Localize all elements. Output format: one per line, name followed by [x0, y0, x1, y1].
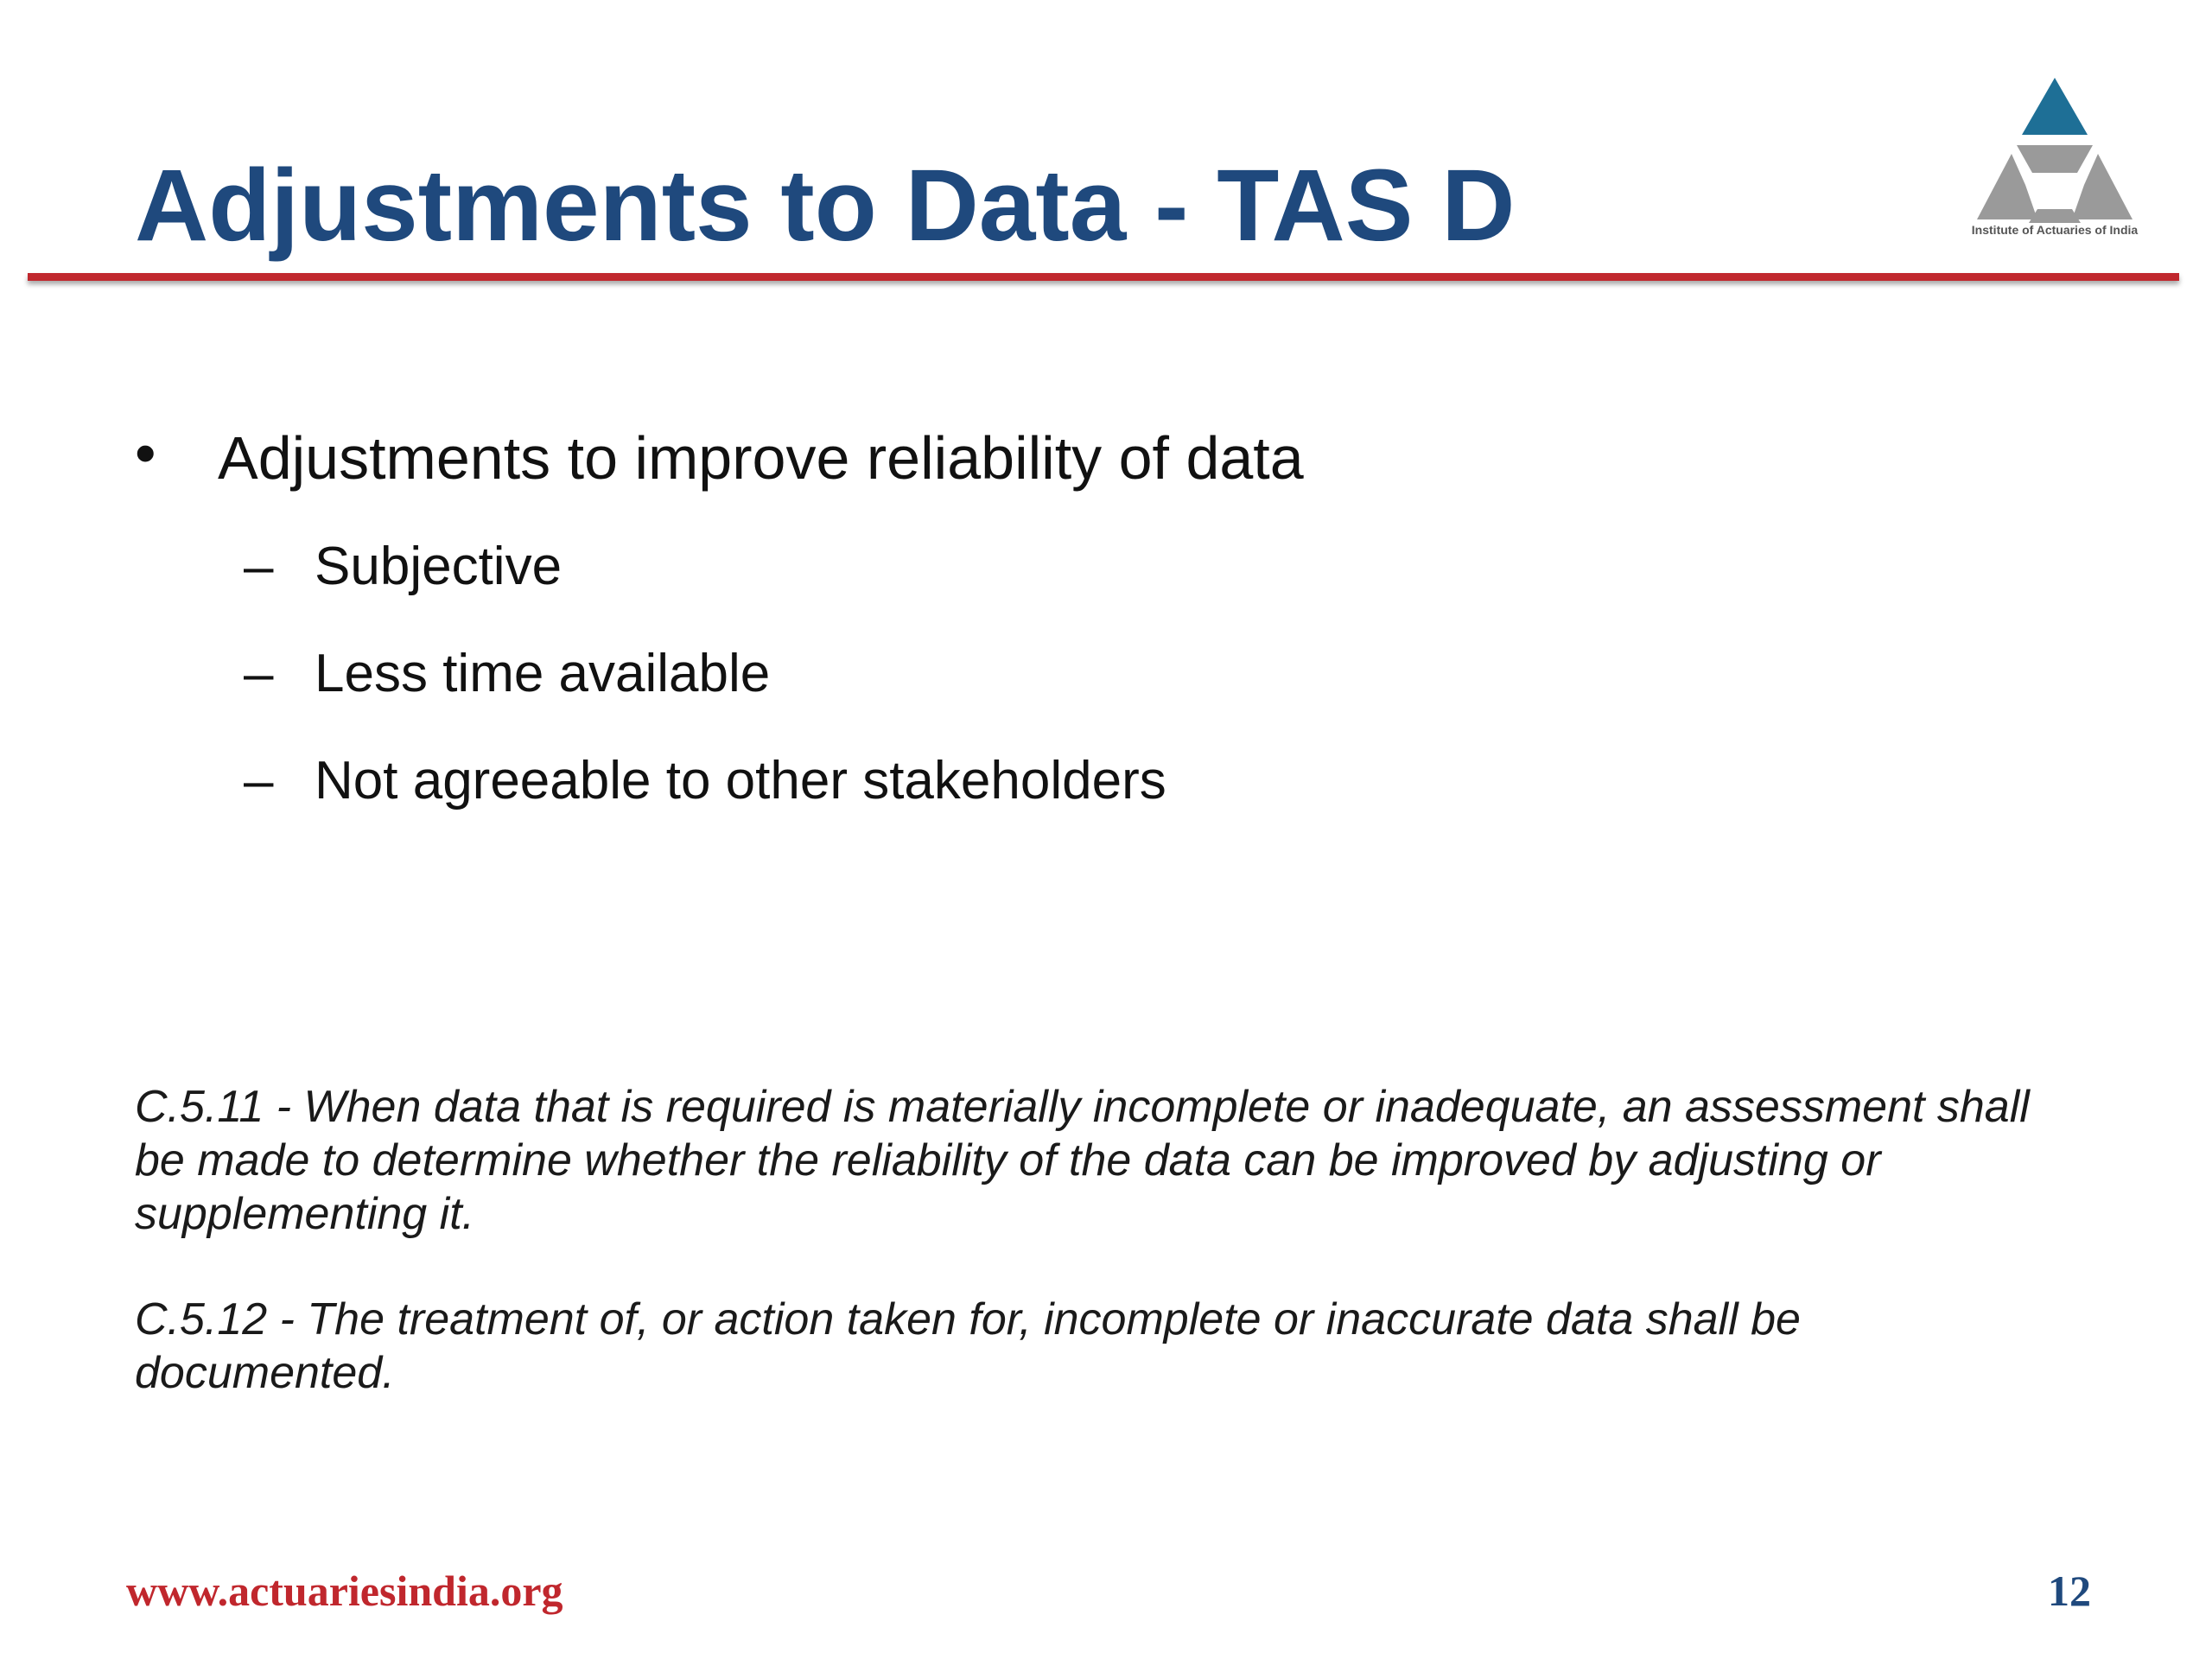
footer-website-link[interactable]: www.actuariesindia.org: [126, 1567, 563, 1615]
standard-quote-c511: C.5.11 - When data that is required is materially incomplete or inadequate, an assessment shall be made to determine whether the reliability of the data can be improved by adjusting or supplementing it.: [135, 1082, 2030, 1239]
bullet-text: Adjustments to improve reliability of data: [218, 424, 1304, 492]
logo-caption: Institute of Actuaries of India: [1971, 223, 2139, 237]
sub-bullet-text: Less time available: [315, 644, 771, 703]
bullet-item: [135, 419, 1304, 494]
sub-bullet-marker: –: [244, 537, 274, 596]
sub-bullet-item: [244, 641, 770, 707]
page-number: 12: [2048, 1567, 2091, 1615]
sub-bullet-text: Not agreeable to other stakeholders: [315, 751, 1166, 810]
sub-bullet-text: Subjective: [315, 537, 563, 596]
title-divider: [28, 273, 2179, 281]
sub-bullet-marker: –: [244, 751, 274, 810]
slide-title: Adjustments to Data - TAS D: [135, 149, 1516, 263]
sub-bullet-marker: –: [244, 644, 274, 703]
institute-logo-icon: [1951, 71, 2158, 244]
sub-bullet-item: [244, 534, 562, 600]
standard-quote-c512: C.5.12 - The treatment of, or action taken for, incomplete or inaccurate data shall be documented.: [135, 1294, 1801, 1398]
bullet-marker: •: [135, 419, 156, 486]
sub-bullet-item: [244, 748, 1166, 814]
